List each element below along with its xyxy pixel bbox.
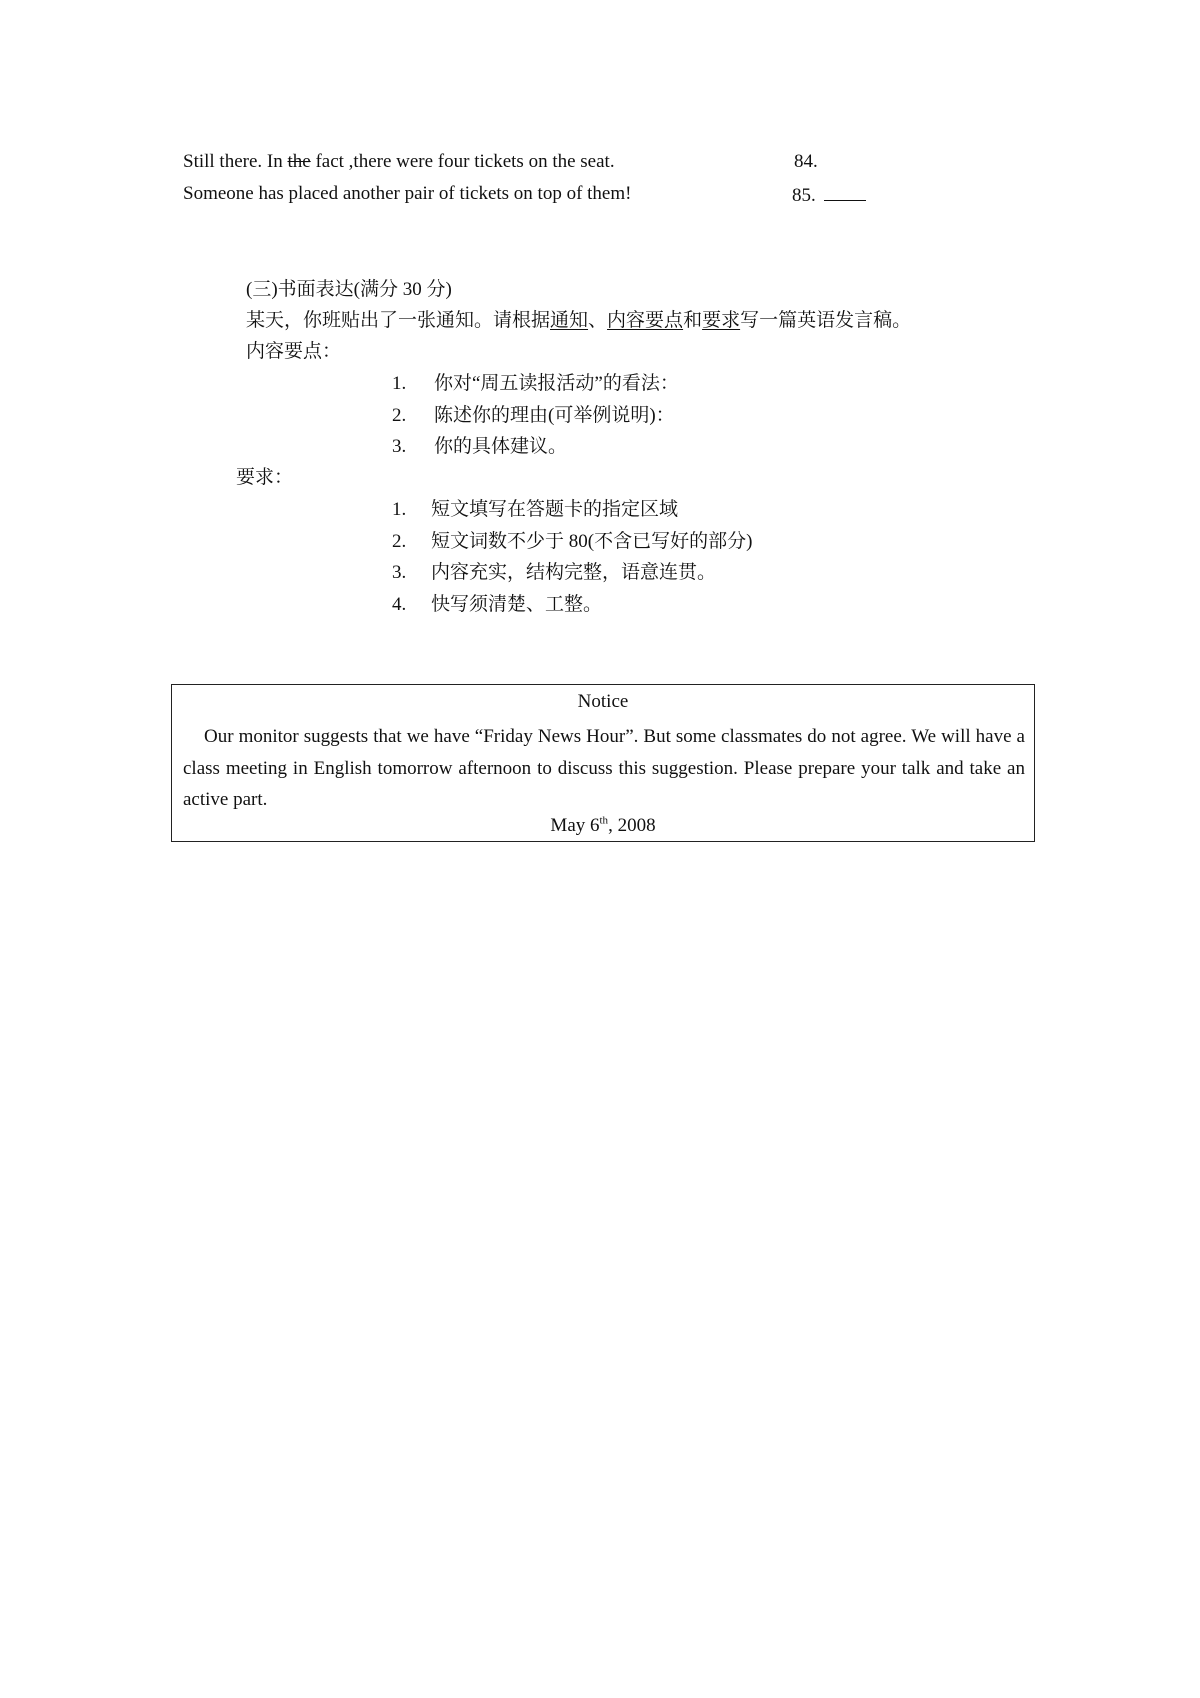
- requirement-text: 快写须清楚、工整。: [431, 594, 603, 615]
- notice-date-year: , 2008: [608, 815, 656, 836]
- point-item: [392, 435, 567, 460]
- requirements-label: 要求：: [236, 467, 294, 488]
- intro-underline-notice: 通知: [550, 310, 589, 331]
- requirement-text: 内容充实，结构完整，语意连贯。: [431, 562, 717, 583]
- notice-body: Our monitor suggests that we have “Friday News Hour”. But some classmates do not agree. We will have a class meeting in English tomorrow afternoon to discuss this suggestion. Please prepare your talk and take an active part.: [183, 726, 1025, 810]
- intro-part-c: 和: [683, 310, 703, 331]
- intro-part-a: 某天，你班贴出了一张通知。请根据: [246, 310, 551, 331]
- requirement-item: [392, 561, 716, 586]
- section-intro: [246, 309, 911, 334]
- notice-title: Notice: [577, 691, 629, 712]
- notice-box: [171, 684, 1035, 842]
- answer-blank-85: [824, 182, 866, 201]
- requirement-text: 短文词数不少于 80(不含已写好的部分): [431, 531, 753, 552]
- notice-date: [172, 814, 1034, 839]
- points-label: 内容要点：: [246, 341, 342, 362]
- point-text: 你对“周五读报活动”的看法：: [434, 373, 679, 394]
- point-text: 陈述你的理由(可举例说明)：: [434, 405, 675, 426]
- intro-underline-points: 内容要点: [607, 310, 684, 331]
- requirement-number: 3.: [392, 562, 407, 583]
- correction-line-84: [183, 150, 615, 175]
- correction-line-85: Someone has placed another pair of tickets on top of them!: [183, 183, 632, 204]
- point-number: 3.: [392, 436, 407, 457]
- section-title: (三)书面表达(满分 30 分): [246, 279, 452, 300]
- point-number: 1.: [392, 373, 407, 394]
- answer-number-84: 84.: [794, 151, 818, 172]
- requirement-number: 2.: [392, 531, 407, 552]
- point-number: 2.: [392, 405, 407, 426]
- intro-underline-requirements: 要求: [702, 310, 741, 331]
- notice-date-main: May 6: [550, 815, 600, 836]
- point-item: [392, 404, 675, 429]
- requirement-item: [392, 593, 602, 618]
- requirement-item: [392, 498, 678, 523]
- requirement-text: 短文填写在答题卡的指定区域: [431, 499, 679, 520]
- intro-part-b: 、: [588, 310, 608, 331]
- requirement-number: 4.: [392, 594, 407, 615]
- line84-struck-word: the: [287, 151, 311, 172]
- line84-prefix: Still there. In: [183, 151, 288, 172]
- answer-number-85: [792, 182, 866, 209]
- requirement-item: [392, 530, 752, 555]
- requirement-number: 1.: [392, 499, 407, 520]
- notice-date-suffix: th: [599, 814, 609, 827]
- answer-number-85-label: 85.: [792, 185, 816, 206]
- intro-part-d: 写一篇英语发言稿。: [740, 310, 912, 331]
- line84-suffix: fact ,there were four tickets on the seat.: [310, 151, 615, 172]
- point-text: 你的具体建议。: [434, 436, 568, 457]
- point-item: [392, 372, 679, 397]
